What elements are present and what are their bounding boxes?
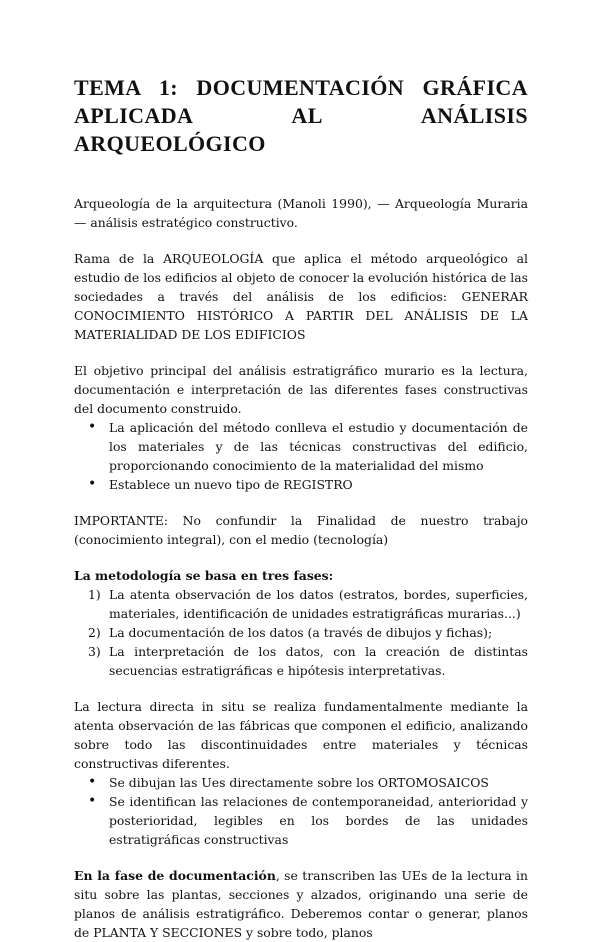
list-item (74, 642, 528, 680)
intro-paragraph: Arqueología de la arquitectura (Manoli 1990), — Arqueología Muraria — análisis estratégico constructivo. (74, 196, 528, 230)
step-text: La interpretación de los datos, con la creación de distintas secuencias estratigráficas e hipótesis interpretativas. (109, 644, 528, 678)
step-number: 3) (88, 644, 101, 659)
documentation-text: , se transcriben las UEs de la lectura in situ sobre las plantas, secciones y alzados, originando una serie de planos de análisis estratigráfico. Deberemos contar o generar, planos de PLANTA Y SECCIONES y sobre todo, planos (74, 868, 528, 940)
list-item: • La aplicación del método conlleva el estudio y documentación de los materiales y de las técnicas constructivas del edificio, proporcionando conocimiento de la materialidad del mismo (74, 418, 528, 475)
list-item (74, 585, 528, 623)
objective-paragraph: El objetivo principal del análisis estratigráfico murario es la lectura, documentación e interpretación de las diferentes fases constructivas del documento construido. (74, 363, 528, 416)
list-item: • Establece un nuevo tipo de REGISTRO (74, 475, 528, 494)
list-item (74, 623, 528, 642)
important-note: IMPORTANTE: No confundir la Finalidad de nuestro trabajo (conocimiento integral), con el medio (tecnología) (74, 513, 528, 547)
documentation-paragraph (74, 866, 528, 942)
step-text: La documentación de los datos (a través de dibujos y fichas); (109, 625, 493, 640)
title-line-1: TEMA 1: DOCUMENTACIÓN GRÁFICA (74, 75, 528, 100)
definition-paragraph: Rama de la ARQUEOLOGÍA que aplica el método arqueológico al estudio de los edificios al objeto de conocer la evolución histórica de las sociedades a través del análisis de los edificios: GENERAR CONOCIMIENTO HISTÓRICO A PARTIR DEL ANÁLISIS DE LA MATERIALIDAD DE LOS EDIFICIOS (74, 251, 528, 342)
title-line-2: APLICADA AL ANÁLISIS ARQUEOLÓGICO (74, 103, 528, 156)
methodology-heading: La metodología se basa en tres fases: (74, 568, 334, 583)
step-text: La atenta observación de los datos (estratos, bordes, superficies, materiales, identificación de unidades estratigráficas murarias...) (109, 587, 528, 621)
step-number: 1) (88, 587, 101, 602)
step-number: 2) (88, 625, 101, 640)
objective-bullet-list (74, 418, 528, 494)
reading-paragraph: La lectura directa in situ se realiza fundamentalmente mediante la atenta observación de las fábricas que componen el edificio, analizando sobre todo las discontinuidades entre materiales y técnicas constructivas diferentes. (74, 699, 528, 771)
page-title (74, 74, 528, 158)
methodology-steps (74, 585, 528, 680)
reading-bullet-list (74, 773, 528, 849)
document-page (74, 74, 528, 942)
list-item: • Se dibujan las Ues directamente sobre los ORTOMOSAICOS (74, 773, 528, 792)
documentation-lead: En la fase de documentación (74, 868, 276, 883)
list-item: • Se identifican las relaciones de contemporaneidad, anterioridad y posterioridad, legibles en los bordes de las unidades estratigráficas constructivas (74, 792, 528, 849)
